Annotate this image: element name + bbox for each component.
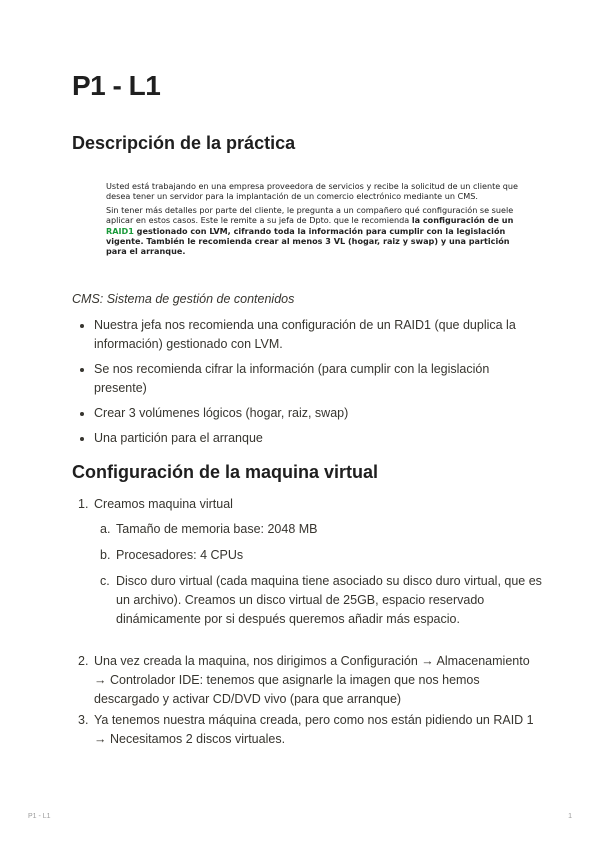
list-item — [72, 404, 542, 423]
section-heading-configuracion: Configuración de la maquina virtual — [72, 462, 379, 482]
sub-item-letter: c. — [100, 574, 110, 588]
sub-list — [94, 520, 542, 629]
sub-item-text: Procesadores: 4 CPUs — [116, 548, 244, 562]
excerpt-p2-bold-end: gestionado con LVM, cifrando toda la información para cumplir con la legislación vigente. También le recomienda crear al menos 3 VL (hogar, raiz y swap) y una partición para el arranque. — [106, 225, 510, 257]
list-item-text: Crear 3 volúmenes lógicos (hogar, raiz, swap) — [94, 406, 349, 420]
list-item — [72, 316, 542, 354]
cms-caption: CMS: Sistema de gestión de contenidos — [72, 292, 295, 306]
bullet-icon — [80, 437, 84, 441]
item-text: Ya tenemos nuestra máquina creada, pero como nos están pidiendo un RAID 1 → Necesitamos 2 discos virtuales. — [94, 713, 534, 746]
page-title: P1 - L1 — [72, 70, 161, 101]
requirements-list — [72, 316, 542, 454]
sub-list-item — [94, 572, 542, 629]
excerpt-paragraph-2 — [106, 205, 526, 257]
assignment-excerpt-image — [106, 181, 526, 260]
sub-list-item — [94, 520, 542, 539]
excerpt-p2-bold: la configuración de un — [411, 215, 514, 226]
sub-list-item — [94, 546, 542, 565]
item-text: Una vez creada la maquina, nos dirigimos a Configuración → Almacenamiento → Controlador IDE: tenemos que asignarle la imagen que nos hemos descargado y activar CD/DVD vivo (para que arranque) — [94, 654, 530, 706]
excerpt-p2-text: Sin tener más detalles por parte del cliente, le pregunta a un compañero qué configuración se suele aplicar en estos casos. Este le remite a su jefa de Dpto. que le recomienda — [106, 204, 514, 226]
item-number: 2. — [78, 654, 89, 668]
sub-item-letter: a. — [100, 522, 111, 536]
item-number: 3. — [78, 713, 89, 727]
list-item-text: Se nos recomienda cifrar la información (para cumplir con la legislación presente) — [94, 362, 490, 395]
item-text: Creamos maquina virtual — [94, 497, 233, 511]
list-item-text: Nuestra jefa nos recomienda una configuración de un RAID1 (que duplica la información) gestionado con LVM. — [94, 318, 516, 351]
sub-item-text: Tamaño de memoria base: 2048 MB — [116, 522, 318, 536]
footer-page-number: 1 — [568, 813, 572, 820]
numbered-item — [72, 495, 542, 636]
sub-item-letter: b. — [100, 548, 111, 562]
list-item-text: Una partición para el arranque — [94, 431, 263, 445]
bullet-icon — [80, 324, 84, 328]
sub-item-text: Disco duro virtual (cada maquina tiene asociado su disco duro virtual, que es un archivo). Creamos un disco virtual de 25GB, espacio reservado dinámicamente por si después queremos añadir más espacio. — [116, 574, 542, 626]
footer-doc-title: P1 - L1 — [28, 813, 51, 820]
excerpt-raid-term: RAID1 — [106, 225, 134, 236]
list-item — [72, 429, 542, 448]
section-heading-descripcion: Descripción de la práctica — [72, 133, 296, 153]
bullet-icon — [80, 412, 84, 416]
list-item — [72, 360, 542, 398]
numbered-item — [72, 711, 542, 749]
item-number: 1. — [78, 497, 89, 511]
numbered-item — [72, 652, 542, 709]
excerpt-paragraph-1: Usted está trabajando en una empresa proveedora de servicios y recibe la solicitud de un cliente que desea tener un servidor para la implantación de un comercio electrónico mediante un CMS. — [106, 181, 519, 202]
bullet-icon — [80, 368, 84, 372]
